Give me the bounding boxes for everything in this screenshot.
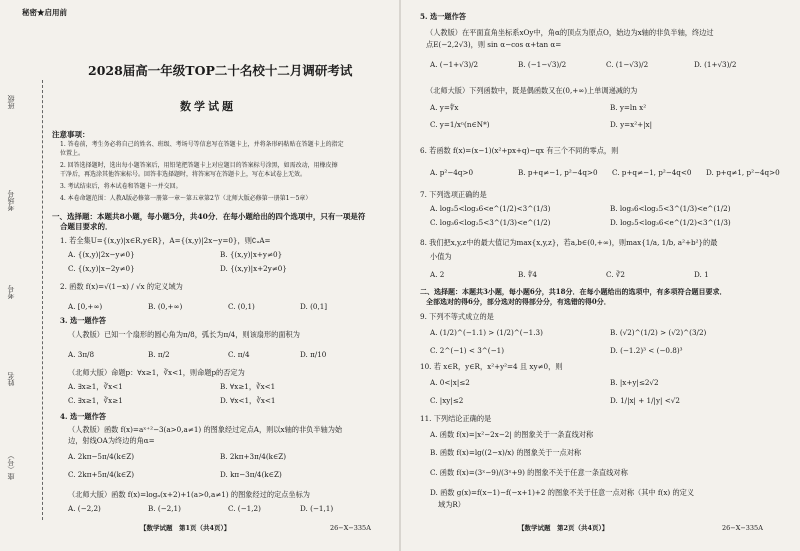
q3a-stem: （人教版）已知一个扇形的圆心角为π/8，弧长为π/4，则该扇形的面积为: [68, 330, 300, 339]
q3a-option-b: B. π/2: [148, 350, 170, 359]
q2-option-c: C. (0,1): [228, 302, 255, 311]
q6-option-b: B. p+q≠−1, p²−4q>0: [518, 168, 598, 177]
q3b-option-b: B. ∀x≥1，∛x<1: [220, 382, 276, 391]
q2-option-a: A. [0,+∞): [68, 302, 103, 311]
q5a-option-d: D. (1+√3)/2: [694, 60, 737, 69]
q3b-option-d: D. ∀x<1，∛x<1: [220, 396, 276, 405]
q4b-option-d: D. (−1,1): [300, 504, 334, 513]
q8-option-b: B. ∜4: [518, 270, 538, 279]
binding-label-id: 考号: [7, 285, 15, 299]
section-2-heading-cont: 全部选对的得6分，部分选对的得部分分，有选错的得0分．: [426, 297, 611, 306]
q6-stem: 6. 若函数 f(x)=(x−1)(x²+px+q)−qx 有三个不同的零点，则: [420, 146, 619, 155]
page-2: [400, 0, 800, 551]
q3a-option-d: D. π/10: [300, 350, 327, 359]
q1-option-c: C. {(x,y)|x−2y≠0}: [68, 264, 135, 273]
q2-option-b: B. (0,+∞): [148, 302, 183, 311]
exam-subtitle: 数学试题: [180, 100, 236, 113]
binding-label-room: 考场号: [7, 190, 15, 211]
binding-label-name: 姓名: [7, 372, 15, 386]
q8-stem: 8. 我们把x,y,z中的最大值记为max{x,y,z}，若a,b∈(0,+∞)，则max{1/a, 1/b, a²+b²}的最: [420, 238, 718, 247]
section-1-heading-cont: 合题目要求的．: [60, 222, 113, 231]
q9-option-c: C. 2^(−1) < 3^(−1): [430, 346, 505, 355]
page-1-code: 26−X−335A: [330, 524, 371, 532]
q3a-option-c: C. π/4: [228, 350, 250, 359]
q1-option-a: A. {(x,y)|2x−y≠0}: [68, 250, 135, 259]
section-1-heading: 一、选择题：本题共8小题，每小题5分，共40分．在每小题给出的四个选项中，只有一项是符: [52, 212, 366, 221]
q5a-option-a: A. (−1+√3)/2: [430, 60, 479, 69]
q11-option-d: D. 函数 g(x)=f(x−1)−f(−x+1)+2 的图象不关于任意一点对称（其中 f(x) 的定义: [430, 488, 695, 497]
notes-title: 注意事项：: [52, 130, 90, 139]
q8-option-c: C. ∛2: [606, 270, 625, 279]
q9-option-b: B. (√2)^(1/2) > (√2)^(3/2): [610, 328, 707, 337]
q2-stem: 2. 函数 f(x)=√(1−x) / √x 的定义域为: [60, 282, 183, 291]
q3b-option-c: C. ∃x≥1，∛x≥1: [68, 396, 123, 405]
note-line: 3. 考试结束后，将本试卷和答题卡一并交回。: [60, 183, 182, 190]
q3-label: 3. 选一题作答: [60, 316, 106, 325]
q6-option-c: C. p+q≠−1, p²−4q<0: [612, 168, 692, 177]
q7-option-a: A. log₂5<log₃6<e^(1/2)<3^(1/3): [430, 204, 551, 213]
q6-option-d: D. p+q≠1, p²−4q>0: [706, 168, 780, 177]
q10-option-c: C. |xy|≤2: [430, 396, 464, 405]
q2-option-d: D. (0,1]: [300, 302, 328, 311]
q3b-option-a: A. ∃x≥1，∛x<1: [68, 382, 123, 391]
q3a-option-a: A. 3π/8: [68, 350, 95, 359]
q7-option-d: D. log₂5<log₃6<e^(1/2)<3^(1/3): [610, 218, 731, 227]
binding-label-class: 班级: [7, 95, 15, 109]
q11-option-b: B. 函数 f(x)=lg((2−x)/x) 的图象关于一点对称: [430, 448, 582, 457]
section-2-heading: 二、选择题：本题共3小题，每小题6分，共18分．在每小题给出的选项中，有多项符合题目要求．: [420, 287, 727, 296]
q3b-stem: （北师大版）命题p：∀x≥1，∛x<1，则命题p的否定为: [68, 368, 245, 377]
q4a-option-c: C. 2kπ+5π/4(k∈Z): [68, 470, 135, 479]
note-line: 1. 答卷前，考生务必将自己的姓名、班级、考场号等信息写在答题卡上，并将条形码粘贴在答题卡上的指定: [60, 141, 344, 148]
q11-option-d-cont: 域为R）: [438, 500, 465, 509]
q4b-option-a: A. (−2,2): [68, 504, 101, 513]
q8-option-d: D. 1: [694, 270, 709, 279]
q4a-option-b: B. 2kπ+3π/4(k∈Z): [220, 452, 287, 461]
q4a-option-a: A. 2kπ−5π/4(k∈Z): [68, 452, 135, 461]
q4a-option-d: D. kπ−3π/4(k∈Z): [220, 470, 282, 479]
q10-option-b: B. |x+y|≤2√2: [610, 378, 659, 387]
q9-option-a: A. (1/2)^(−1.1) > (1/2)^(−1.3): [430, 328, 543, 337]
q1-option-b: B. {(x,y)|x+y≠0}: [220, 250, 283, 259]
q1-stem: 1. 若全集U={(x,y)|x∈R,y∈R}，A={(x,y)|2x−y=0}，则∁ᵤA=: [60, 236, 271, 245]
q11-stem: 11. 下列结论正确的是: [420, 414, 492, 423]
q5b-option-d: D. y=x²+|x|: [610, 120, 653, 129]
binding-label-seat: 座（号）: [7, 452, 15, 480]
page-1-footer: 【数学试题 第1页（共4页）】: [140, 524, 231, 532]
q4-label: 4. 选一题作答: [60, 412, 106, 421]
note-line: 2. 回答选择题时，选出每小题答案后，用铅笔把答题卡上对应题目的答案标号涂黑，如需改动，用橡皮擦: [60, 162, 338, 169]
q9-option-d: D. (−1.2)³ < (−0.8)³: [610, 346, 683, 355]
page-2-code: 26−X−335A: [722, 524, 763, 532]
note-line: 4. 本卷命题范围：人教A版必修第一册第一章～第五章第2节（北师大版必修第一册第1～5章）: [60, 195, 312, 202]
q11-option-c: C. 函数 f(x)=(3ˣ−9)/(3ˣ+9) 的图象不关于任意一条直线对称: [430, 468, 628, 477]
q9-stem: 9. 下列不等式成立的是: [420, 312, 494, 321]
q8-option-a: A. 2: [430, 270, 445, 279]
q5-label: 5. 选一题作答: [420, 12, 466, 21]
note-line: 位置上。: [60, 150, 85, 157]
q7-option-b: B. log₃6<log₂5<3^(1/3)<e^(1/2): [610, 204, 731, 213]
note-line: 干净后，再选涂其他答案标号。回答非选择题时，将答案写在答题卡上，写在本试卷上无效。: [60, 171, 307, 178]
q5b-option-b: B. y=ln x²: [610, 103, 647, 112]
q4b-stem: （北师大版）函数 f(x)=logₐ(x+2)+1(a>0,a≠1) 的图象经过的定点坐标为: [68, 490, 310, 499]
q11-option-a: A. 函数 f(x)=|x²−2x−2| 的图象关于一条直线对称: [430, 430, 594, 439]
q5b-option-c: C. y=1/xⁿ(n∈N*): [430, 120, 490, 129]
q5a-stem: （人教版）在平面直角坐标系xOy中，角α的顶点为原点O，始边为x轴的非负半轴，终边过: [426, 28, 714, 37]
q1-option-d: D. {(x,y)|x+2y≠0}: [220, 264, 287, 273]
q5a-option-b: B. (−1−√3)/2: [518, 60, 567, 69]
q8-stem-cont: 小值为: [430, 252, 452, 261]
q5a-option-c: C. (1−√3)/2: [606, 60, 649, 69]
q10-stem: 10. 若 x∈R，y∈R，x²+y²=4 且 xy≠0，则: [420, 362, 563, 371]
q10-option-a: A. 0<|x|≤2: [430, 378, 470, 387]
q7-stem: 7. 下列选项正确的是: [420, 190, 487, 199]
q4b-option-c: C. (−1,2): [228, 504, 261, 513]
q5a-stem-cont: 点E(−2,2√3)，则 sin α−cos α+tan α=: [426, 40, 562, 49]
q4a-stem: （人教版）函数 f(x)=aˣ⁺²−3(a>0,a≠1) 的图象经过定点A，则以x轴的非负半轴为始: [68, 425, 343, 434]
secret-mark: 秘密★启用前: [22, 8, 67, 17]
q4a-stem-cont: 边，射线OA为终边的角α=: [68, 436, 155, 445]
exam-title: 2028届高一年级TOP二十名校十二月调研考试: [88, 63, 353, 78]
q5b-stem: （北师大版）下列函数中，既是偶函数又在(0,+∞)上单调递减的为: [426, 86, 638, 95]
q5b-option-a: A. y=∜x: [430, 103, 459, 112]
q10-option-d: D. 1/|x| + 1/|y| <√2: [610, 396, 680, 405]
q7-option-c: C. log₃6<log₂5<3^(1/3)<e^(1/2): [430, 218, 551, 227]
q4b-option-b: B. (−2,1): [148, 504, 181, 513]
q6-option-a: A. p²−4q>0: [430, 168, 474, 177]
page-2-footer: 【数学试题 第2页（共4页）】: [518, 524, 609, 532]
